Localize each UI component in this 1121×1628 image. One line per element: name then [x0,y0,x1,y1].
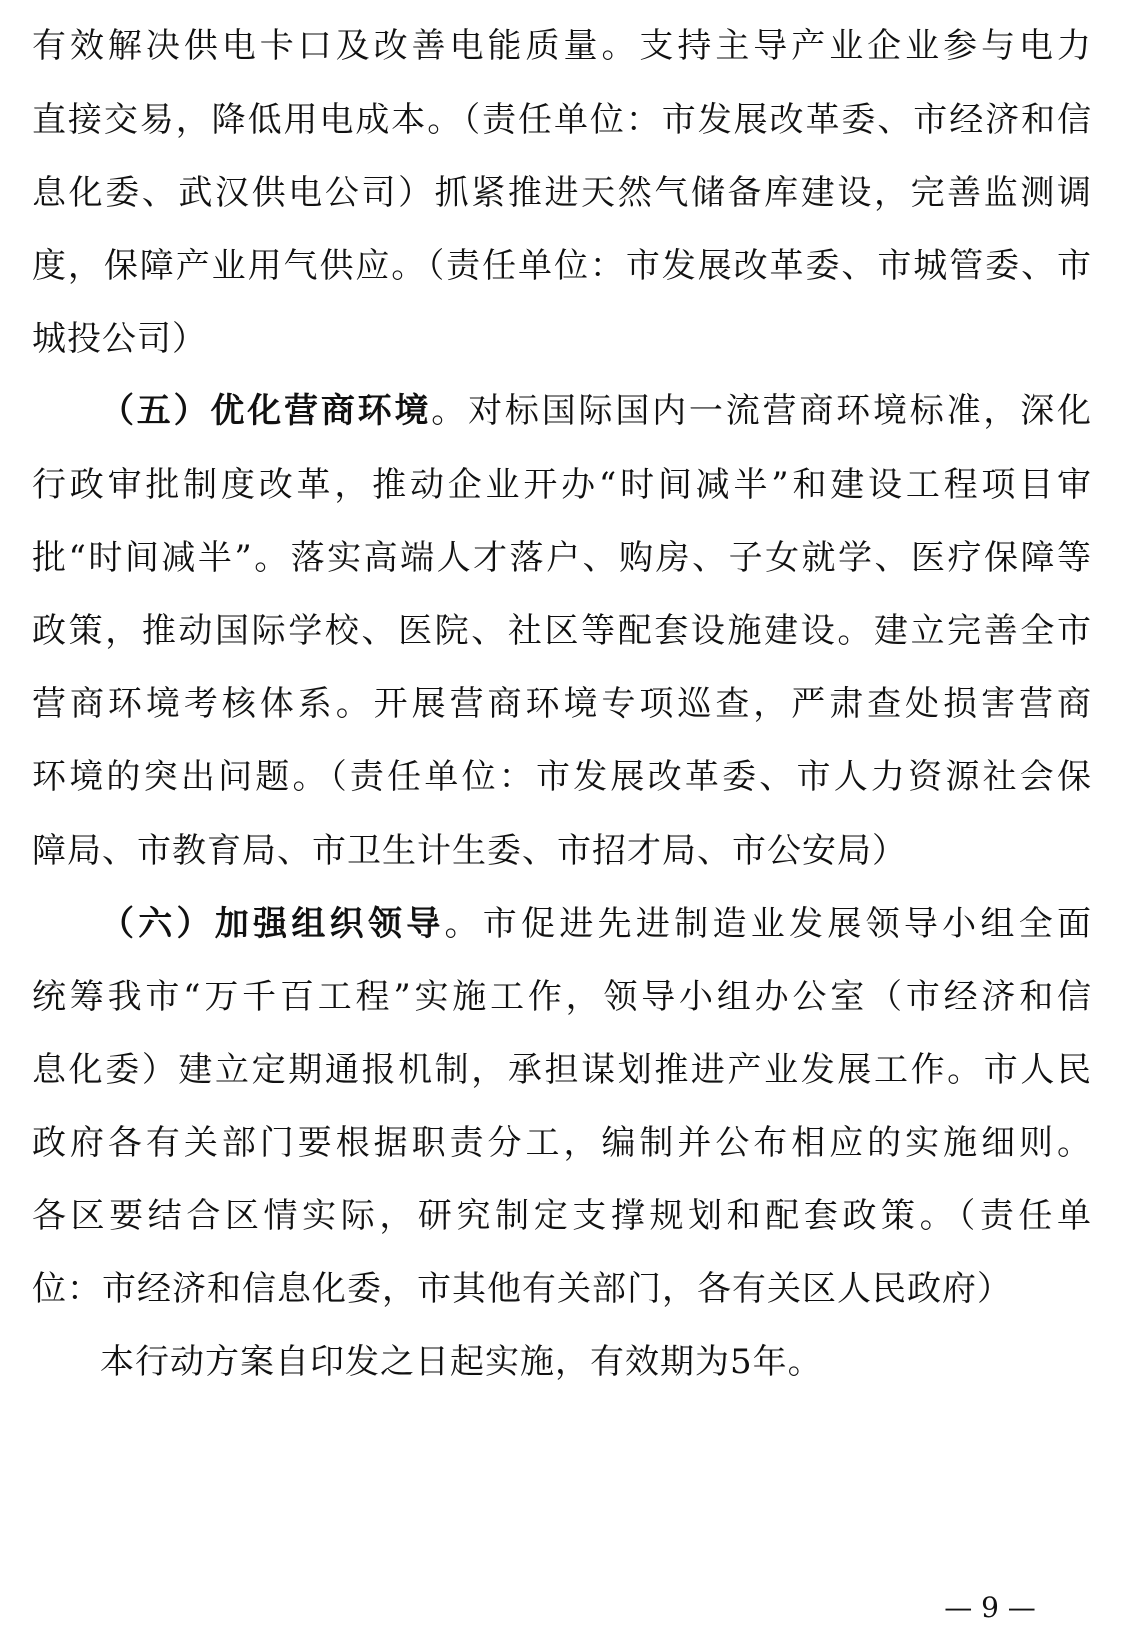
body-text-line: 营商环境考核体系。开展营商环境专项巡查，严肃查处损害营商 [32,684,1092,724]
body-text-line: 城投公司） [32,319,207,359]
body-text-line: 统筹我市“万千百工程”实施工作，领导小组办公室（市经济和信 [32,977,1092,1017]
body-text-fragment: 。对标国际国内一流营商环境标准，深化 [431,391,1093,431]
body-text-line: 障局、市教育局、市卫生计生委、市招才局、市公安局） [32,831,907,871]
body-text-line: 息化委）建立定期通报机制，承担谋划推进产业发展工作。市人民 [32,1050,1092,1090]
body-text-line: 各区要结合区情实际，研究制定支撑规划和配套政策。（责任单 [32,1196,1092,1236]
body-text-line: 度，保障产业用气供应。（责任单位：市发展改革委、市城管委、市 [32,246,1092,286]
body-text-line: 位：市经济和信息化委，市其他有关部门，各有关区人民政府） [32,1269,1012,1309]
body-text-line: 行政审批制度改革，推动企业开办“时间减半”和建设工程项目审 [32,465,1092,505]
body-text-line: 政府各有关部门要根据职责分工，编制并公布相应的实施细则。 [32,1123,1092,1163]
body-text-line: 直接交易，降低用电成本。（责任单位：市发展改革委、市经济和信 [32,100,1092,140]
body-text-line: 有效解决供电卡口及改善电能质量。支持主导产业企业参与电力 [32,26,1092,66]
section-heading: （六）加强组织领导 [100,904,445,944]
body-text-line-with-heading [100,888,1092,960]
body-text-line: 息化委、武汉供电公司）抓紧推进天然气储备库建设，完善监测调 [32,173,1092,213]
body-text-line: 批“时间减半”。落实高端人才落户、购房、子女就学、医疗保障等 [32,538,1092,578]
body-text-line: 本行动方案自印发之日起实施，有效期为5年。 [100,1342,823,1382]
body-text-line-with-heading [100,375,1092,447]
body-text-fragment: 。市促进先进制造业发展领导小组全面 [444,904,1093,944]
body-text-line: 政策，推动国际学校、医院、社区等配套设施建设。建立完善全市 [32,611,1092,651]
body-text-line: 环境的突出问题。（责任单位：市发展改革委、市人力资源社会保 [32,757,1092,797]
section-heading: （五）优化营商环境 [100,391,432,431]
page-number: — 9 — [944,1591,1036,1624]
